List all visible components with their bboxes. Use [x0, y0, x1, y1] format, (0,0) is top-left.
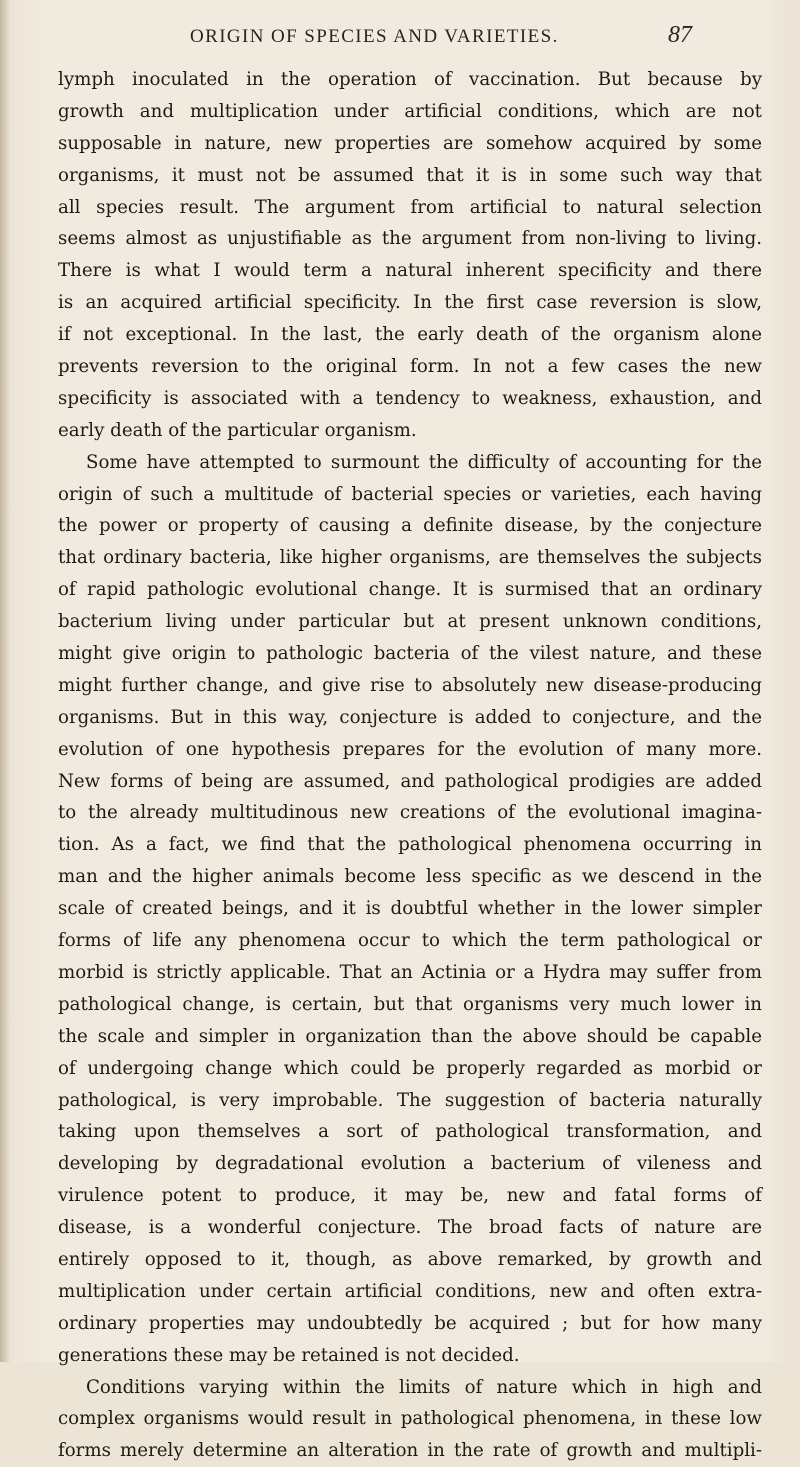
text-line: might further change, and give rise to absolutely new disease-producing	[58, 674, 762, 696]
text-line: virulence potent to produce, it may be, new and fatal forms of	[58, 1185, 762, 1207]
text-line: to the already multitudinous new creations of the evolutional imagina-	[58, 802, 762, 824]
text-line: might give origin to pathologic bacteria of the vilest nature, and these	[58, 643, 762, 665]
gutter-shadow	[0, 0, 10, 1362]
text-line: New forms of being are assumed, and pathological prodigies are added	[58, 770, 762, 792]
text-line: of undergoing change which could be properly regarded as morbid or	[58, 1057, 762, 1079]
text-line: if not exceptional. In the last, the early death of the organism alone	[58, 324, 762, 346]
paragraph-start-line: Conditions varying within the limits of nature which in high and	[86, 1376, 762, 1398]
text-line: organisms, it must not be assumed that it is in some such way that	[58, 164, 762, 186]
text-line: all species result. The argument from artificial to natural selection	[58, 196, 762, 218]
text-line: multiplication under certain artificial conditions, new and often extra-	[58, 1280, 762, 1302]
body-text	[58, 64, 762, 1467]
text-line: bacterium living under particular but at present unknown conditions,	[58, 611, 762, 633]
text-line: scale of created beings, and it is doubtful whether in the lower simpler	[58, 898, 762, 920]
text-line: evolution of one hypothesis prepares for the evolution of many more.	[58, 738, 762, 760]
page-header	[0, 22, 800, 52]
paragraph-start-line: Some have attempted to surmount the difficulty of accounting for the	[86, 451, 762, 473]
text-line: growth and multiplication under artificial conditions, which are not	[58, 100, 762, 122]
text-line: taking upon themselves a sort of pathological transformation, and	[58, 1121, 762, 1143]
text-line: supposable in nature, new properties are somehow acquired by some	[58, 132, 762, 154]
text-line: forms merely determine an alteration in the rate of growth and multipli-	[58, 1440, 762, 1462]
text-line: pathological, is very improbable. The suggestion of bacteria naturally	[58, 1089, 762, 1111]
text-line: the power or property of causing a definite disease, by the conjecture	[58, 515, 762, 537]
text-line: tion. As a fact, we find that the pathological phenomena occurring in	[58, 834, 762, 856]
text-line: prevents reversion to the original form. In not a few cases the new	[58, 356, 762, 378]
text-line: seems almost as unjustifiable as the argument from non-living to living.	[58, 228, 762, 250]
text-line: forms of life any phenomena occur to which the term pathological or	[58, 930, 762, 952]
text-line: morbid is strictly applicable. That an Actinia or a Hydra may suffer from	[58, 961, 762, 983]
text-line: pathological change, is certain, but that organisms very much lower in	[58, 993, 762, 1015]
text-line: specificity is associated with a tendency to weakness, exhaustion, and	[58, 387, 762, 409]
text-line: complex organisms would result in pathological phenomena, in these low	[58, 1408, 762, 1430]
text-line: generations these may be retained is not decided.	[58, 1344, 520, 1366]
text-line: organisms. But in this way, conjecture is added to conjecture, and the	[58, 706, 762, 728]
text-line: of rapid pathologic evolutional change. It is surmised that an ordinary	[58, 579, 762, 601]
text-line: the scale and simpler in organization than the above should be capable	[58, 1025, 762, 1047]
text-line: early death of the particular organism.	[58, 419, 417, 441]
text-line: is an acquired artificial specificity. In the first case reversion is slow,	[58, 292, 762, 314]
text-line: origin of such a multitude of bacterial species or varieties, each having	[58, 483, 762, 505]
text-line: ordinary properties may undoubtedly be acquired ; but for how many	[58, 1312, 762, 1334]
text-line: There is what I would term a natural inherent specificity and there	[58, 260, 762, 282]
text-line: disease, is a wonderful conjecture. The broad facts of nature are	[58, 1217, 762, 1239]
running-head: ORIGIN OF SPECIES AND VARIETIES.	[190, 26, 559, 47]
text-line: developing by degradational evolution a bacterium of vileness and	[58, 1153, 762, 1175]
text-line: that ordinary bacteria, like higher organisms, are themselves the subjects	[58, 547, 762, 569]
text-line: entirely opposed to it, though, as above remarked, by growth and	[58, 1248, 762, 1270]
text-line: lymph inoculated in the operation of vaccination. But because by	[58, 69, 762, 90]
text-line: man and the higher animals become less specific as we descend in the	[58, 866, 762, 888]
page-number: 87	[668, 22, 692, 48]
